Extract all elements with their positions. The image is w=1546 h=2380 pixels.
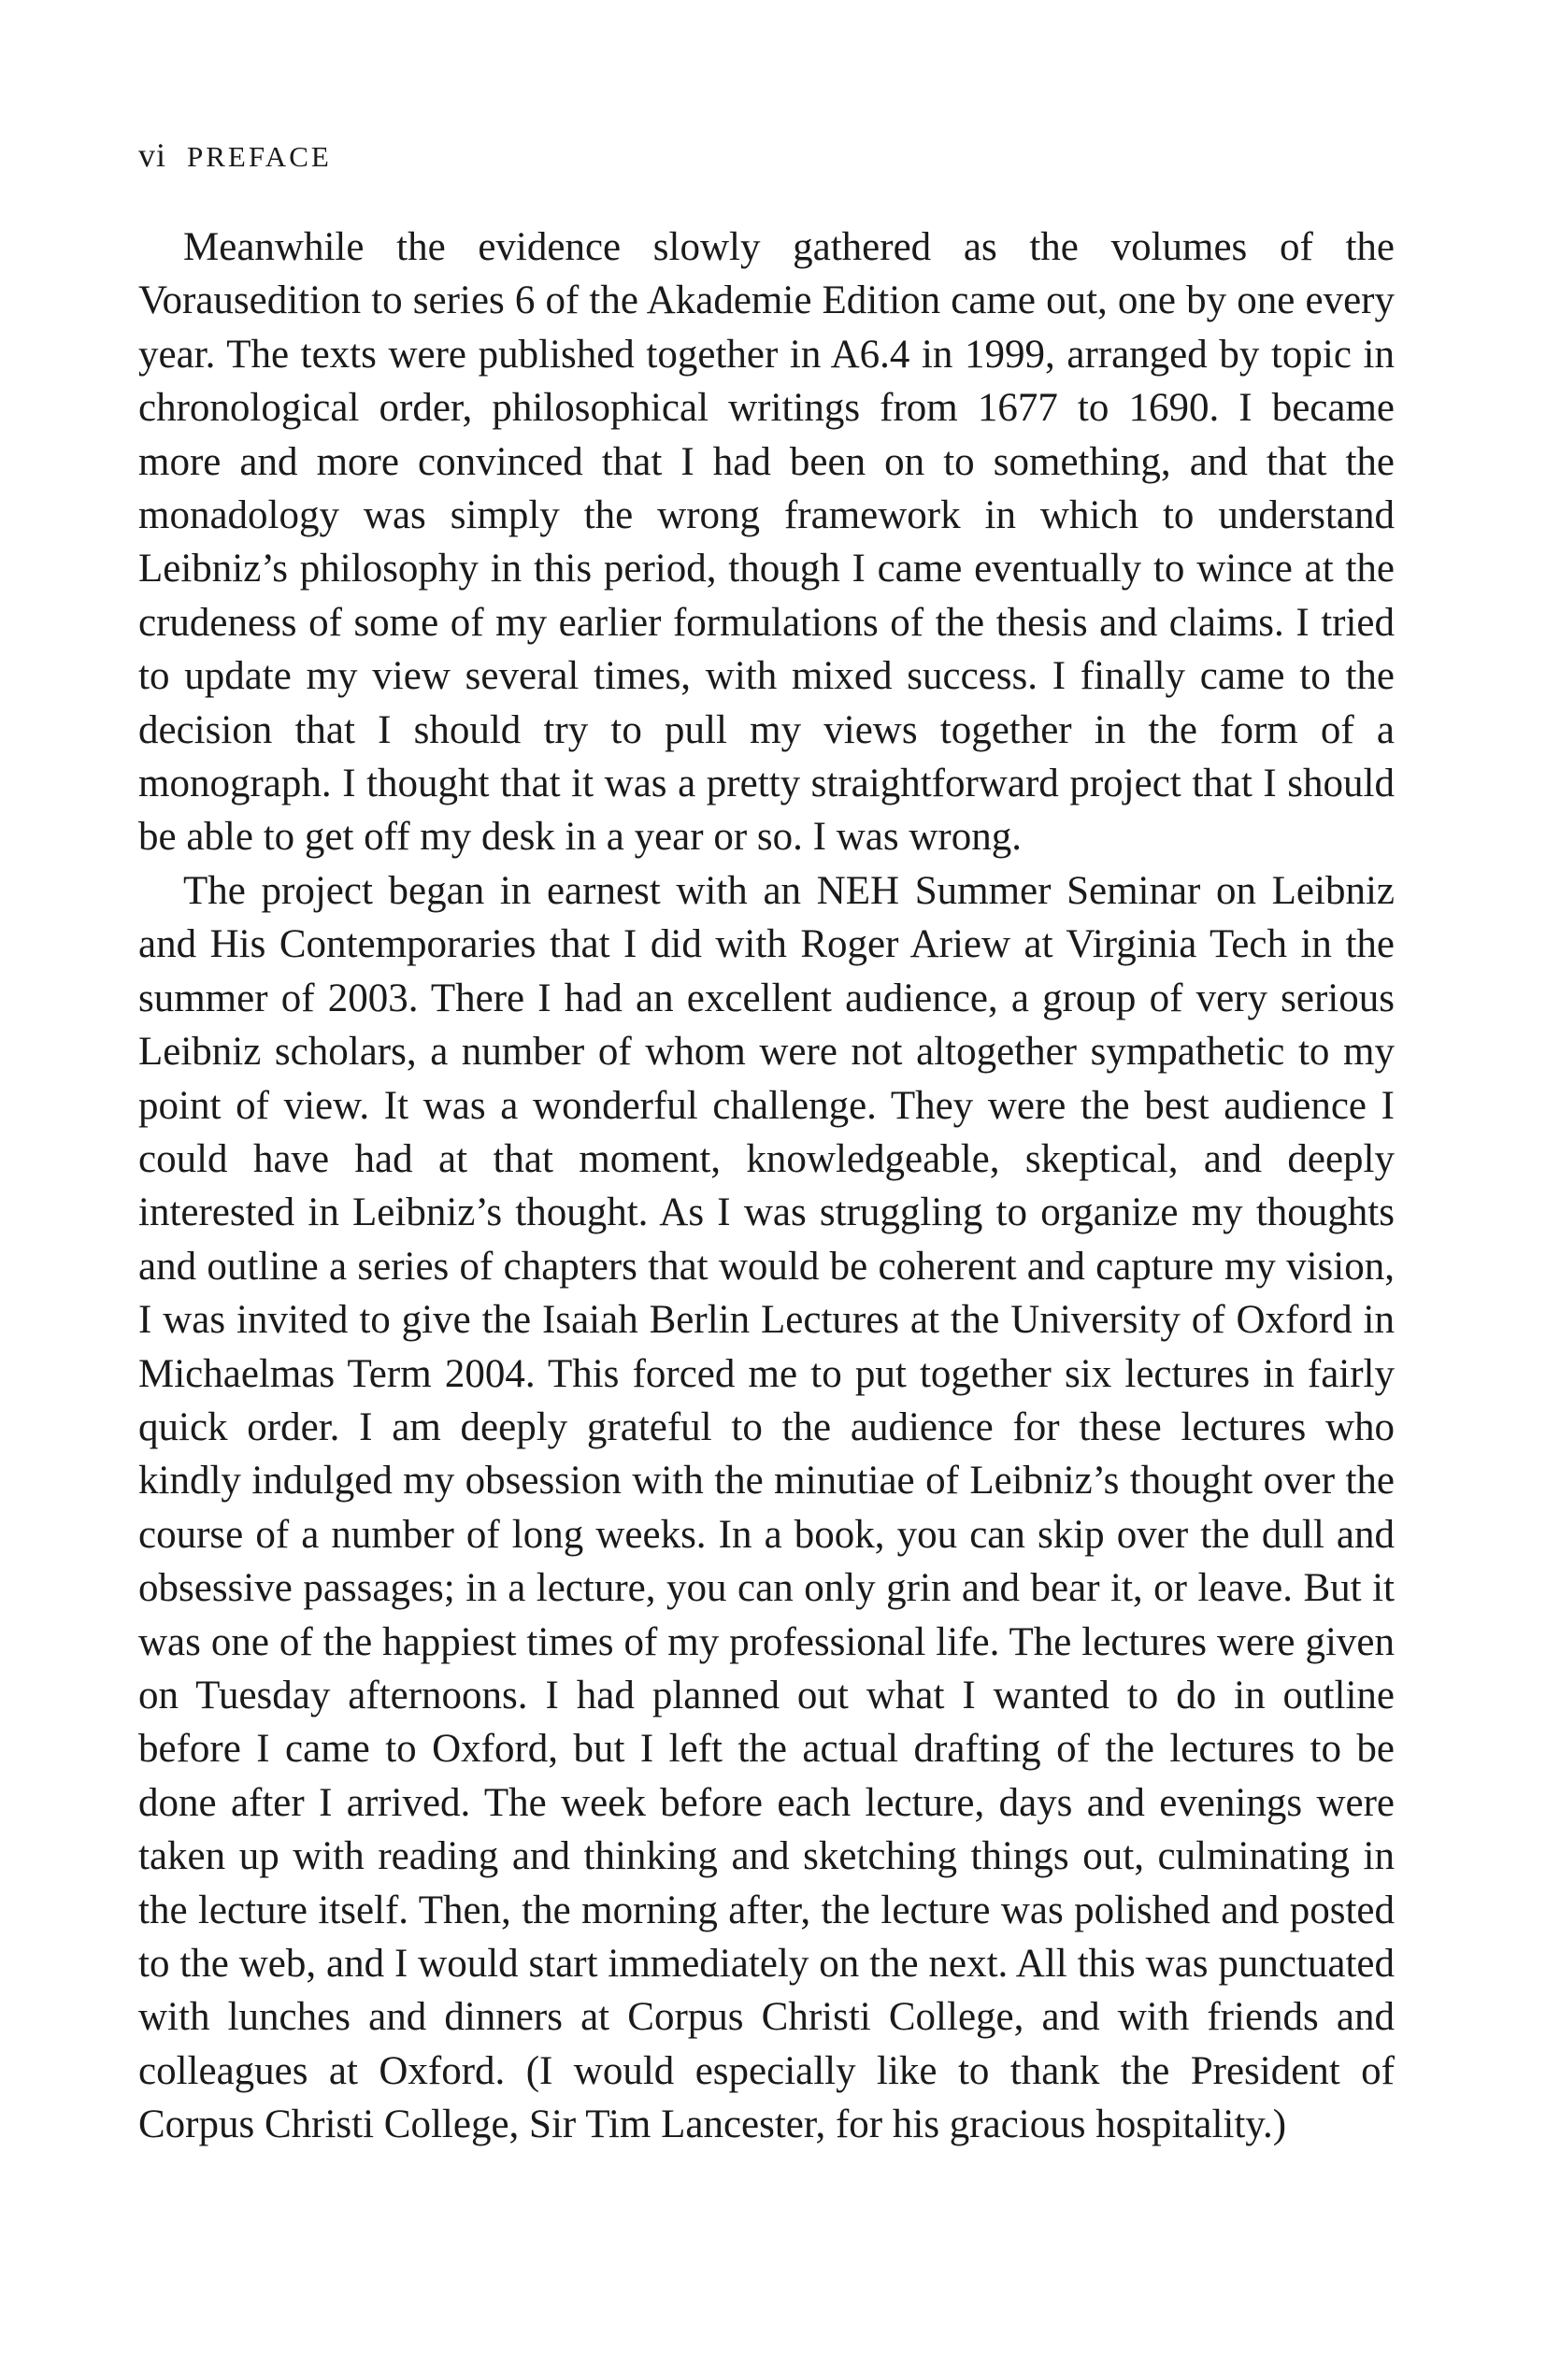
body-text <box>138 221 1395 2152</box>
section-title: PREFACE <box>187 140 332 173</box>
running-head <box>138 136 332 176</box>
page-number: vi <box>138 136 167 174</box>
paragraph-1: Meanwhile the evidence slowly gathered as the volumes of the Vorausedition to series 6 of the Akademie Edition came out, one by one every year. The texts were published together in A6.4 in 1999, arranged by topic in chronological order, philosophical writings from 1677 to 1690. I became more and more convinced that I had been on to something, and that the monadology was simply the wrong framework in which to understand Leibniz’s philosophy in this period, though I came eventually to wince at the crudeness of some of my earlier formulations of the thesis and claims. I tried to update my view several times, with mixed success. I finally came to the decision that I should try to pull my views together in the form of a monograph. I thought that it was a pretty straightforward project that I should be able to get off my desk in a year or so. I was wrong. <box>138 225 1395 860</box>
paragraph-2: The project began in earnest with an NEH Summer Seminar on Leibniz and His Contemporaries that I did with Roger Ariew at Virginia Tech in the summer of 2003. There I had an excellent audience, a group of very serious Leibniz scholars, a number of whom were not altogether sympathetic to my point of view. It was a wonderful challenge. They were the best audience I could have had at that moment, knowledgeable, skeptical, and deeply interested in Leibniz’s thought. As I was struggling to organize my thoughts and outline a series of chapters that would be coherent and capture my vision, I was invited to give the Isaiah Berlin Lectures at the University of Oxford in Michaelmas Term 2004. This forced me to put together six lectures in fairly quick order. I am deeply grateful to the audience for these lectures who kindly indulged my obsession with the minutiae of Leibniz’s thought over the course of a number of long weeks. In a book, you can skip over the dull and obsessive passages; in a lecture, you can only grin and bear it, or leave. But it was one of the happiest times of my professional life. The lectures were given on Tuesday afternoons. I had planned out what I wanted to do in outline before I came to Oxford, but I left the actual drafting of the lectures to be done after I arrived. The week before each lecture, days and evenings were taken up with reading and thinking and sketching things out, culminating in the lecture itself. Then, the morning after, the lecture was polished and posted to the web, and I would start immediately on the next. All this was punctuated with lunches and dinners at Corpus Christi College, and with friends and colleagues at Oxford. (I would especially like to thank the President of Corpus Christi College, Sir Tim Lancester, for his gracious hospitality.) <box>138 868 1395 2147</box>
